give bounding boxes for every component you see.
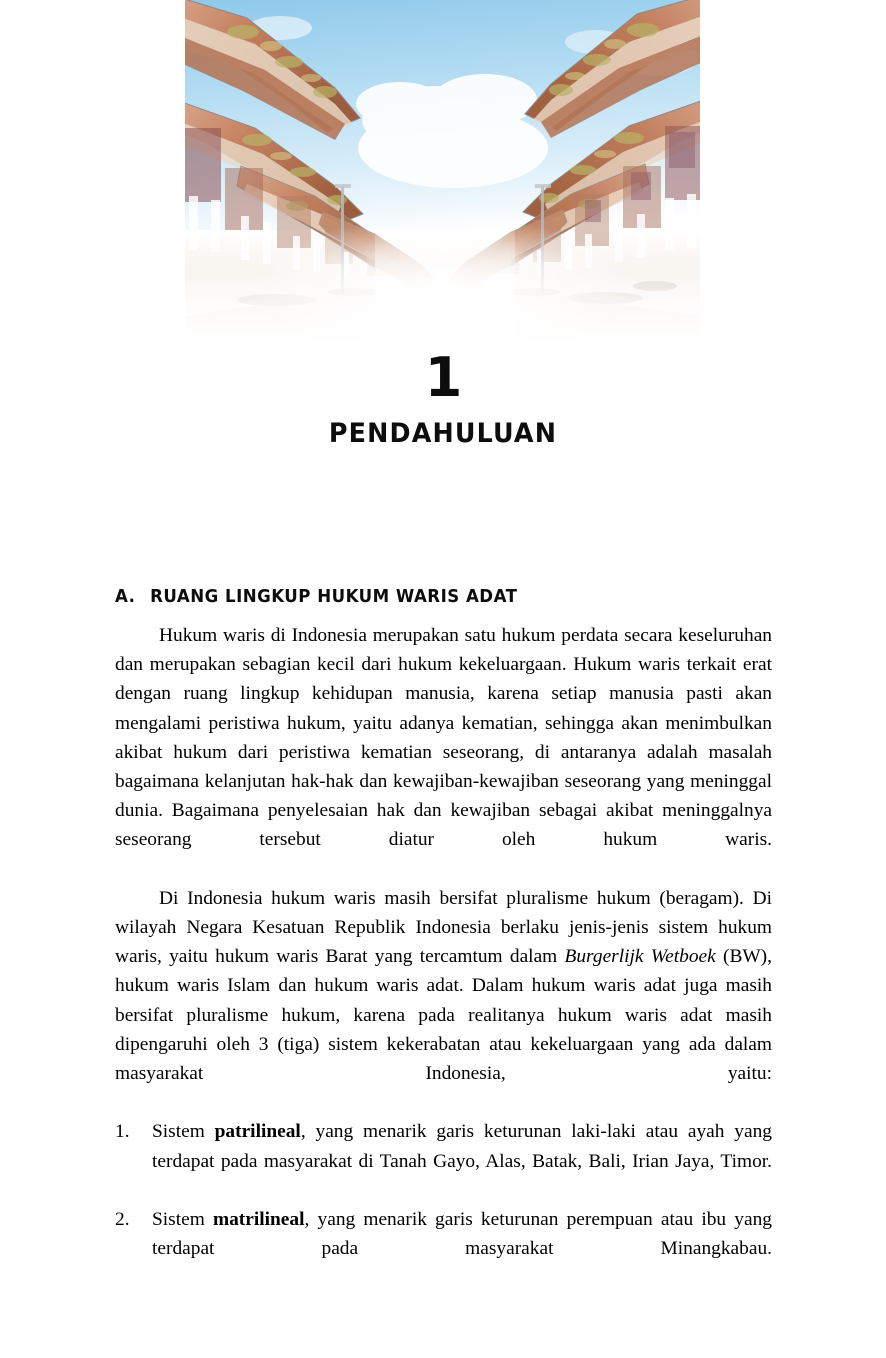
paragraph-2-part-2: (BW), hukum waris Islam dan hukum waris adat. Dalam hukum waris adat juga masih bersifat pluralisme hukum, karena pada realitanya hukum waris adat masih dipengaruhi oleh 3 (tiga) sistem kekerabatan atau kekeluargaan yang ada dalam masyarakat Indonesia, yaitu: [115, 946, 772, 1085]
list-item-number: 2. [115, 1209, 130, 1231]
page-content [115, 586, 772, 1293]
list-item-0-bold-term: patrilineal [214, 1121, 301, 1143]
list-item-0-part-2: , yang menarik garis keturunan laki-laki atau ayah yang terdapat pada masyarakat di Tanah Gayo, Alas, Batak, Bali, Irian Jaya, Timor. [152, 1121, 772, 1172]
section-marker: A. [115, 587, 136, 607]
section-heading-label: RUANG LINGKUP HUKUM WARIS ADAT [150, 587, 518, 607]
book-title-italic: Burgerlijk Wetboek [564, 946, 716, 968]
list-item-1-bold-term: matrilineal [212, 1209, 305, 1231]
section-heading [115, 586, 739, 608]
kinship-system-list [115, 1117, 772, 1292]
tongkonan-watercolor-svg [185, 0, 700, 345]
paragraph-1: Hukum waris di Indonesia merupakan satu hukum perdata secara keseluruhan dan merupakan sebagian kecil dari hukum kekeluargaan. Hukum waris terkait erat dengan ruang lingkup kehidupan manusia, karena setiap manusia pasti akan mengalami peristiwa hukum, yaitu adanya kematian, sehingga akan menimbulkan akibat hukum dari peristiwa kematian seseorang, di antaranya adalah masalah bagaimana kelanjutan hak-hak dan kewajiban-kewajiban seseorang yang meninggal dunia. Bagaimana penyelesaian hak dan kewajiban sebagai akibat meninggalnya seseorang tersebut diatur oleh hukum waris. [115, 625, 772, 851]
bottom-fade [185, 250, 700, 345]
list-item [115, 1117, 772, 1205]
list-item-text [152, 1205, 772, 1293]
list-item-number: 1. [115, 1121, 130, 1143]
list-item-1-part-1: Sistem [152, 1209, 213, 1231]
chapter-header-illustration [185, 0, 700, 345]
list-item [115, 1205, 772, 1293]
paragraph-2-part-1: Di Indonesia hukum waris masih bersifat pluralisme hukum (beragam). Di wilayah Negara Kesatuan Republik Indonesia berlaku jenis-jenis sistem hukum waris, yaitu hukum waris Barat yang tercamtum dalam [115, 887, 772, 968]
chapter-title: PENDAHULUAN [328, 418, 558, 449]
chapter-number: 1 [424, 346, 462, 409]
list-item-1-part-2: , yang menarik garis keturunan perempuan atau ibu yang terdapat pada masyarakat Minangkabau. [152, 1209, 772, 1260]
paragraph-2 [115, 884, 772, 1118]
list-item-0-part-1: Sistem [152, 1121, 215, 1143]
list-item-text [152, 1117, 772, 1205]
